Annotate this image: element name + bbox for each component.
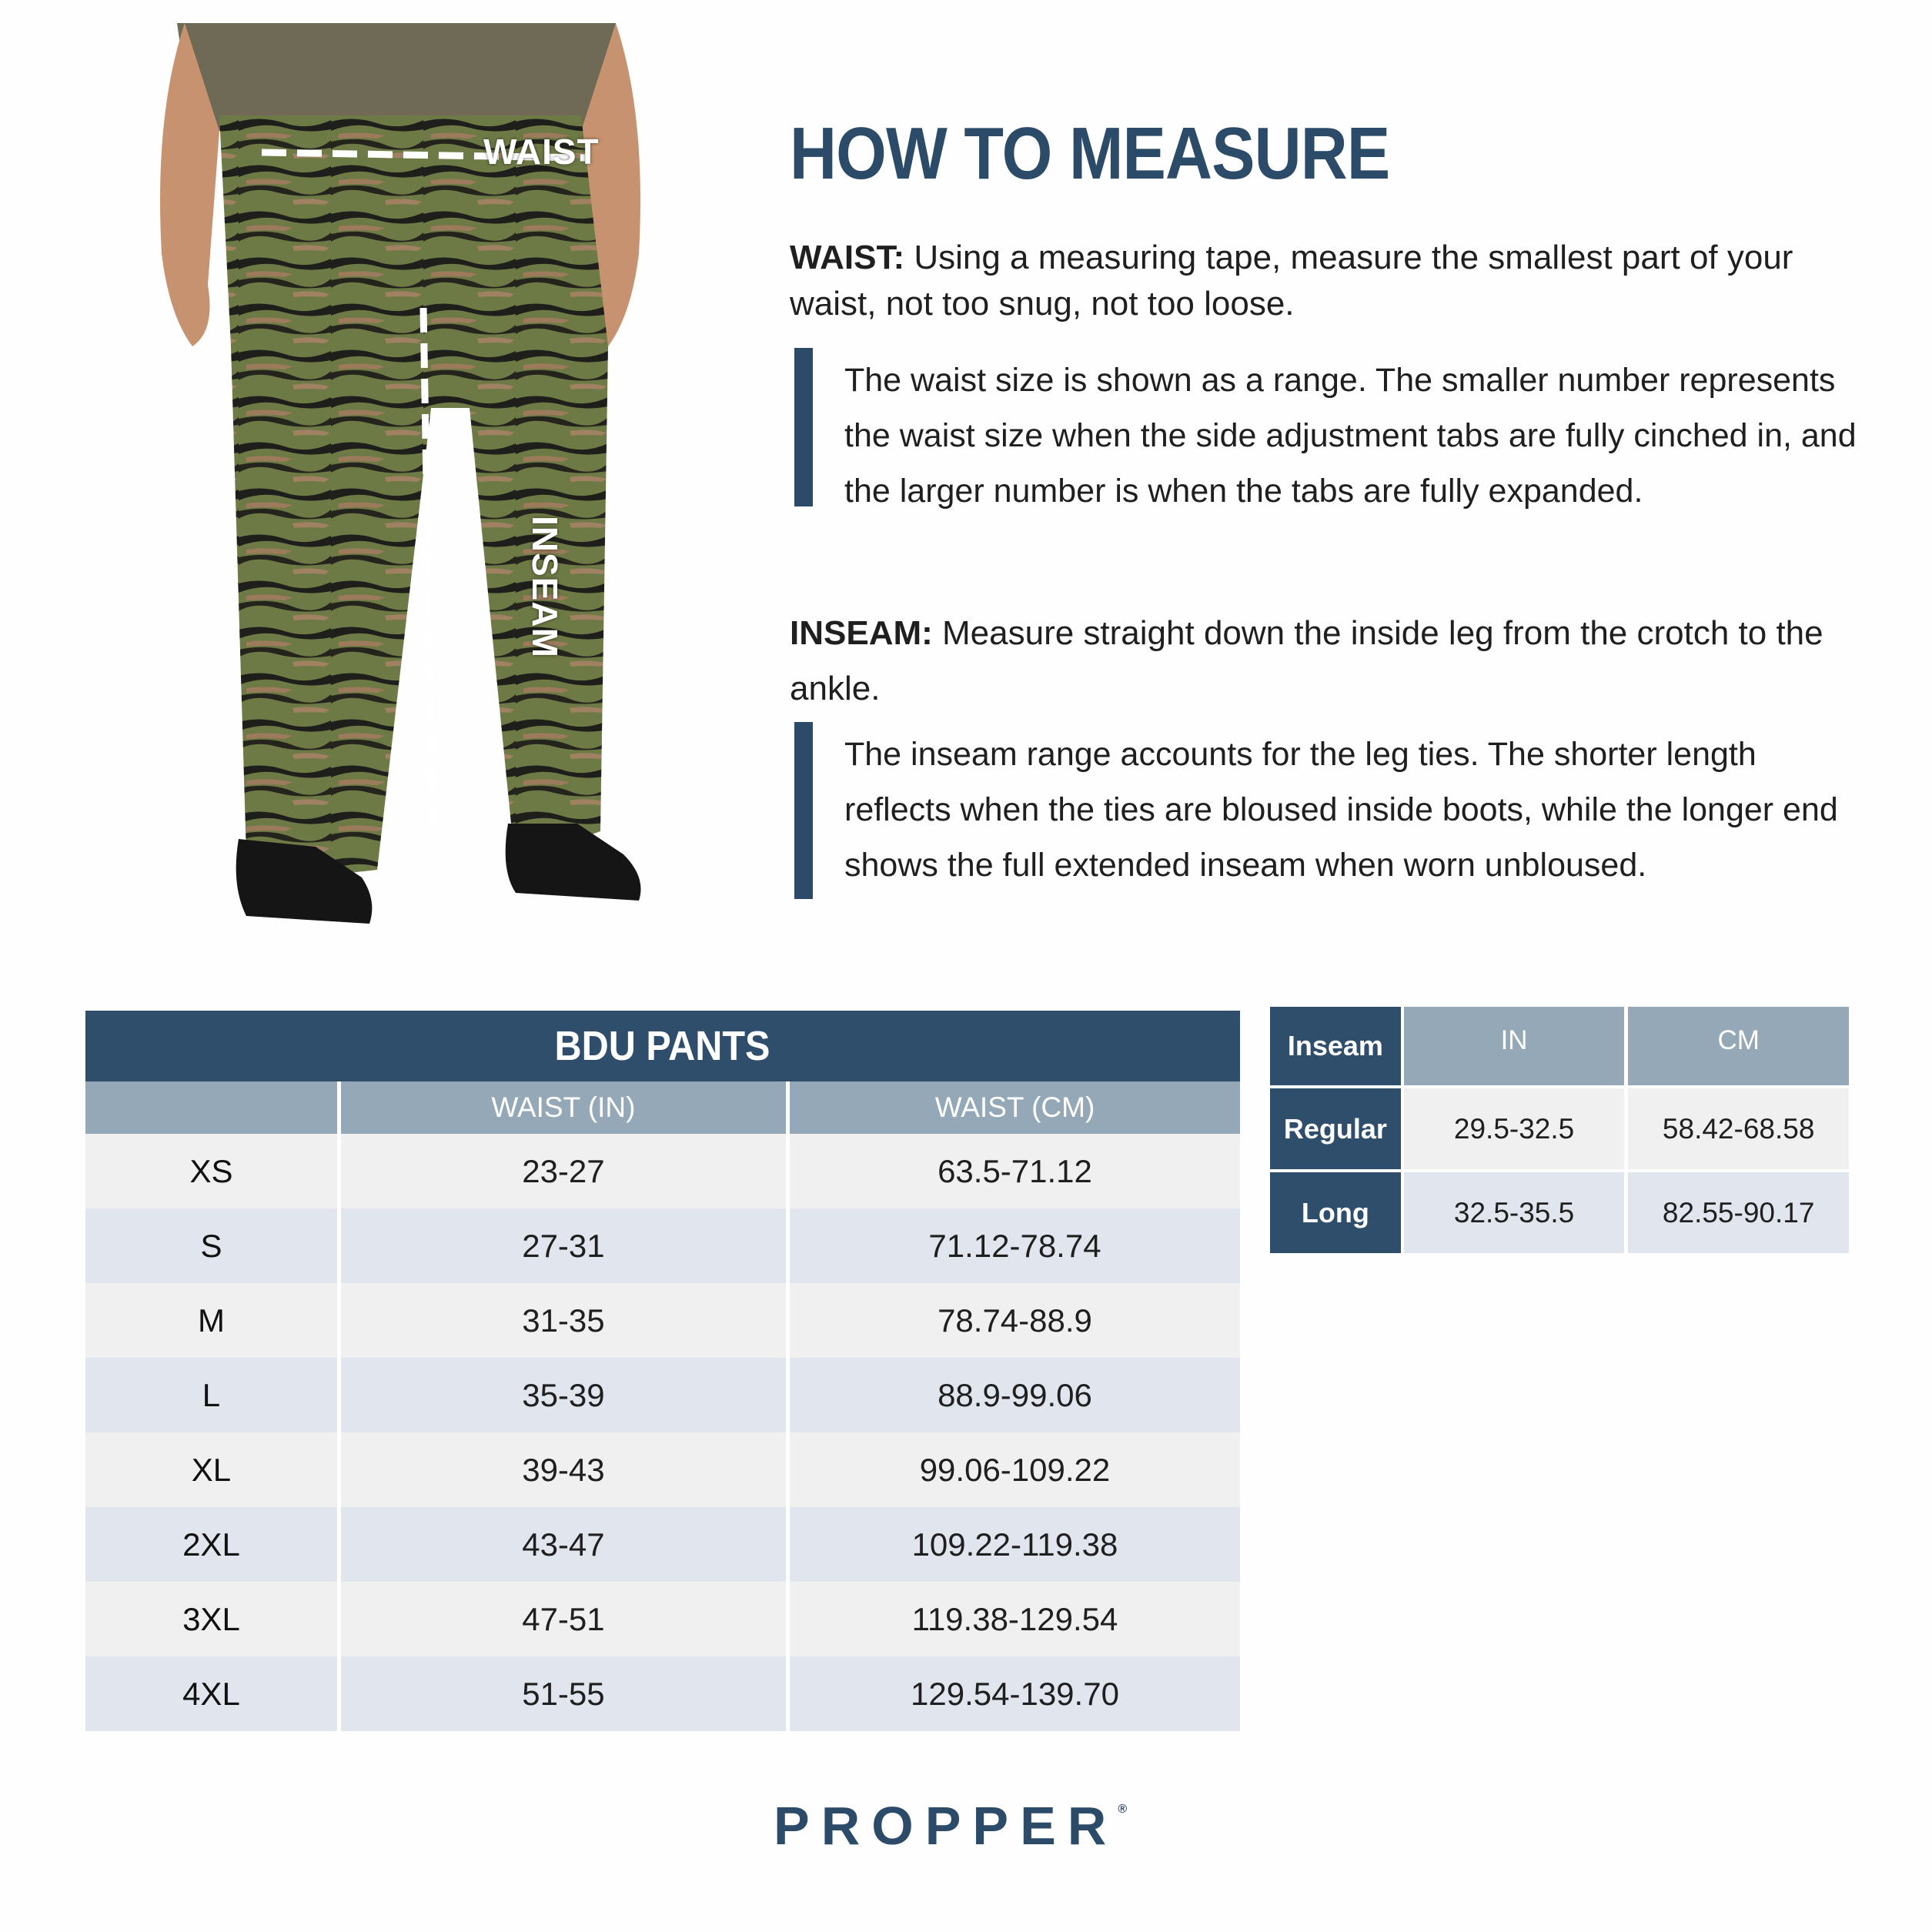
how-to-measure-title: HOW TO MEASURE (790, 112, 1390, 195)
bdu-table-header (85, 1081, 1240, 1134)
registered-mark: ® (1118, 1803, 1128, 1816)
table-row (85, 1358, 1240, 1432)
waist-callout: WAIST (483, 132, 600, 172)
inseam-in-cell: 29.5-32.5 (1404, 1088, 1625, 1169)
table-row (1270, 1088, 1849, 1169)
waist-heading: WAIST: (790, 239, 905, 276)
inseam-note: The inseam range accounts for the leg ties. The shorter length reflects when the ties are bloused inside boots, while the longer end shows the full extended inseam when worn unbloused. (844, 736, 1838, 884)
pants-model-illustration (146, 23, 654, 978)
inseam-callout: INSEAM (525, 516, 565, 658)
column-header-inseam: Inseam (1270, 1007, 1401, 1085)
waist-in-cell: 23-27 (341, 1134, 790, 1208)
waist-in-cell: 43-47 (341, 1507, 790, 1582)
column-header-waist-in: WAIST (IN) (341, 1081, 790, 1134)
waist-cm-cell: 63.5-71.12 (938, 1152, 1092, 1189)
bdu-size-table (85, 1011, 1240, 1731)
size-cell: 2XL (85, 1507, 341, 1582)
waist-cm-cell: 71.12-78.74 (928, 1227, 1101, 1264)
column-header-in: IN (1404, 1007, 1625, 1085)
table-row (85, 1507, 1240, 1582)
table-row (85, 1432, 1240, 1507)
column-header-cm: CM (1628, 1007, 1849, 1085)
bdu-table-title: BDU PANTS (85, 1011, 1240, 1081)
inseam-cm-cell: 58.42-68.58 (1628, 1088, 1849, 1169)
table-row (85, 1656, 1240, 1731)
inseam-cm-cell: 82.55-90.17 (1628, 1172, 1849, 1253)
brand-name: PROPPER (774, 1796, 1118, 1856)
size-cell: 4XL (85, 1656, 341, 1731)
waist-in-cell: 31-35 (341, 1283, 790, 1358)
table-row (85, 1283, 1240, 1358)
table-row (1270, 1172, 1849, 1253)
waist-cm-cell: 99.06-109.22 (919, 1451, 1111, 1488)
inseam-in-cell: 32.5-35.5 (1404, 1172, 1625, 1253)
inseam-instructions (790, 606, 1852, 717)
size-cell: XL (85, 1432, 341, 1507)
waist-note-accent-bar (794, 348, 813, 506)
inseam-label-cell: Long (1270, 1172, 1401, 1253)
inseam-size-table (1270, 1007, 1849, 1253)
inseam-table-header (1270, 1007, 1849, 1085)
size-cell: XS (85, 1134, 341, 1208)
waist-in-cell: 39-43 (341, 1432, 790, 1507)
waist-instructions (790, 235, 1852, 327)
size-cell: 3XL (85, 1582, 341, 1656)
waist-text: Using a measuring tape, measure the smallest part of your waist, not too snug, not too loose. (790, 239, 1793, 323)
size-cell: S (85, 1208, 341, 1283)
inseam-label-cell: Regular (1270, 1088, 1401, 1169)
inseam-note-accent-bar (794, 722, 813, 899)
table-row (85, 1582, 1240, 1656)
waist-in-cell: 35-39 (341, 1358, 790, 1432)
waist-cm-cell: 119.38-129.54 (911, 1600, 1118, 1637)
inseam-heading: INSEAM: (790, 614, 933, 652)
waist-in-cell: 27-31 (341, 1208, 790, 1283)
propper-logo (774, 1795, 1127, 1857)
waist-cm-cell: 109.22-119.38 (911, 1526, 1118, 1563)
waist-cm-cell: 88.9-99.06 (938, 1376, 1092, 1413)
waist-in-cell: 51-55 (341, 1656, 790, 1731)
waist-cm-cell: 78.74-88.9 (938, 1302, 1092, 1339)
table-row (85, 1134, 1240, 1208)
waist-cm-cell: 129.54-139.70 (911, 1675, 1119, 1712)
inseam-text: Measure straight down the inside leg from the crotch to the ankle. (790, 614, 1823, 707)
waist-note: The waist size is shown as a range. The smaller number represents the waist size when the side adjustment tabs are fully cinched in, and the larger number is when the tabs are fully expanded. (844, 362, 1857, 510)
size-cell: L (85, 1358, 341, 1432)
column-header-waist-cm: WAIST (CM) (934, 1091, 1095, 1123)
column-header-size (85, 1081, 341, 1134)
table-row (85, 1208, 1240, 1283)
waist-in-cell: 47-51 (341, 1582, 790, 1656)
size-cell: M (85, 1283, 341, 1358)
